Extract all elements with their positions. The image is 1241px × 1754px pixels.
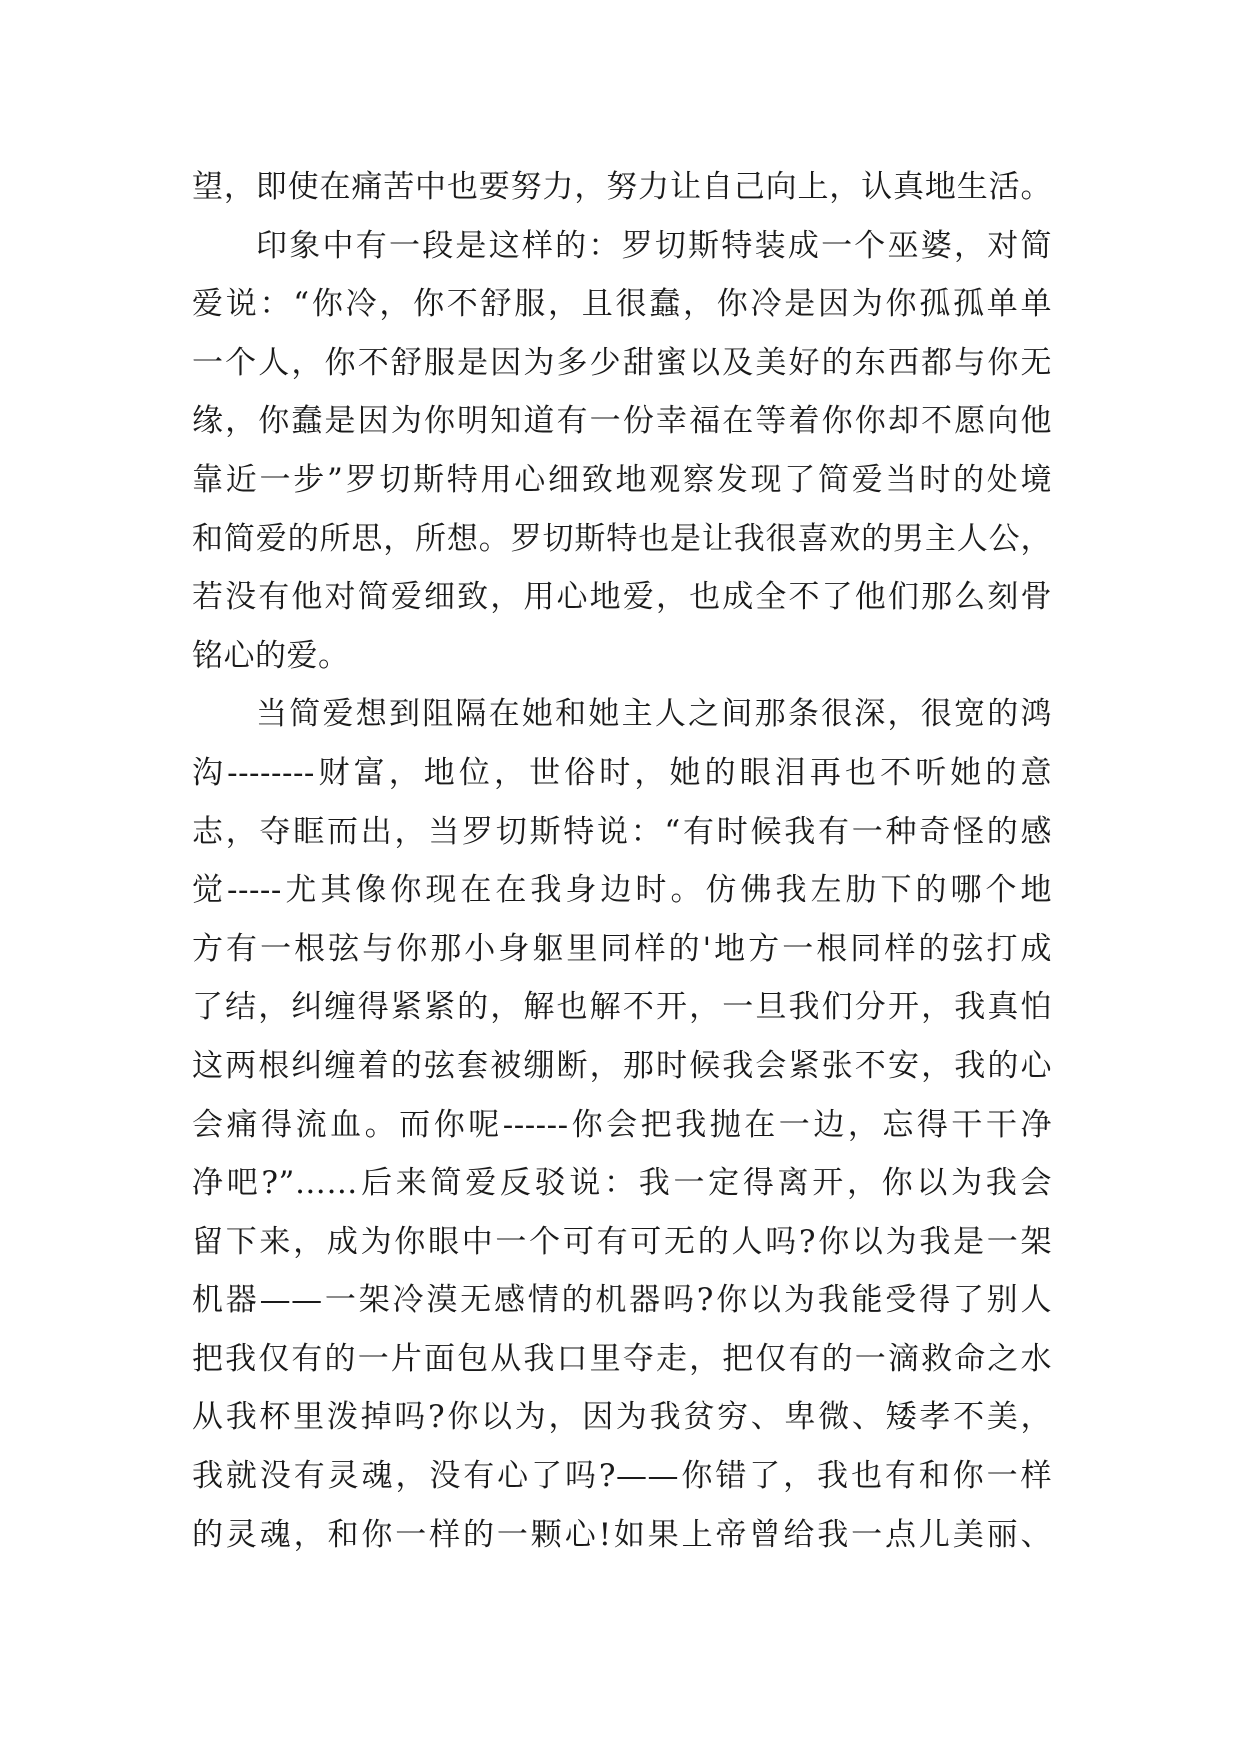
text-line: 铭心的爱。 (192, 637, 350, 674)
text-line: 觉-----尤其像你现在在我身边时。仿佛我左肋下的哪个地 (192, 872, 1052, 909)
text-line: 从我杯里泼掉吗?你以为，因为我贫穷、卑微、矮孝不美， (192, 1399, 1052, 1436)
text-line: 当简爱想到阻隔在她和她主人之间那条很深，很宽的鸿 (256, 696, 1052, 733)
text-line: 一个人，你不舒服是因为多少甜蜜以及美好的东西都与你无 (192, 344, 1052, 381)
text-line: 沟--------财富，地位，世俗时，她的眼泪再也不听她的意 (192, 754, 1052, 791)
text-line: 留下来，成为你眼中一个可有可无的人吗?你以为我是一架 (192, 1223, 1052, 1260)
text-line: 会痛得流血。而你呢------你会把我抛在一边，忘得干干净 (192, 1106, 1052, 1143)
text-line: 把我仅有的一片面包从我口里夺走，把仅有的一滴救命之水 (192, 1340, 1052, 1377)
text-line: 这两根纠缠着的弦套被绷断，那时候我会紧张不安，我的心 (192, 1047, 1052, 1084)
text-line: 机器——一架冷漠无感情的机器吗?你以为我能受得了别人 (192, 1282, 1052, 1319)
text-line: 净吧?”……后来简爱反驳说：我一定得离开，你以为我会 (192, 1165, 1052, 1202)
text-line: 靠近一步”罗切斯特用心细致地观察发现了简爱当时的处境 (192, 461, 1052, 498)
text-line: 志，夺眶而出，当罗切斯特说：“有时候我有一种奇怪的感 (192, 813, 1052, 850)
text-line: 了结，纠缠得紧紧的，解也解不开，一旦我们分开，我真怕 (192, 989, 1052, 1026)
text-line: 方有一根弦与你那小身躯里同样的'地方一根同样的弦打成 (192, 930, 1052, 967)
text-line: 爱说：“你冷，你不舒服，且很蠢，你冷是因为你孤孤单单 (192, 286, 1052, 323)
text-line: 缘，你蠢是因为你明知道有一份幸福在等着你你却不愿向他 (192, 403, 1052, 440)
body-text (192, 158, 1052, 1564)
text-line: 若没有他对简爱细致，用心地爱，也成全不了他们那么刻骨 (192, 579, 1052, 616)
text-line: 我就没有灵魂，没有心了吗?——你错了，我也有和你一样 (192, 1458, 1052, 1495)
text-line: 印象中有一段是这样的：罗切斯特装成一个巫婆，对简 (256, 227, 1052, 264)
text-line: 和简爱的所思，所想。罗切斯特也是让我很喜欢的男主人公， (192, 520, 1052, 557)
text-line: 望，即使在痛苦中也要努力，努力让自己向上，认真地生活。 (192, 169, 1052, 205)
text-line: 的灵魂，和你一样的一颗心!如果上帝曾给我一点儿美丽、 (192, 1516, 1052, 1553)
